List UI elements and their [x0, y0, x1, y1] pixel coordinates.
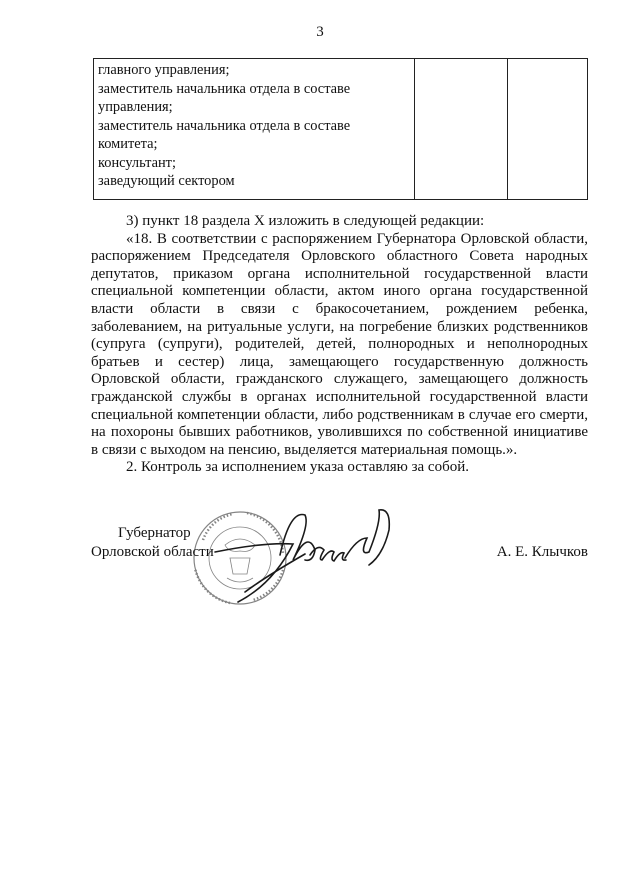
- handwritten-signature-icon: [215, 510, 389, 602]
- positions-title-cell: [94, 59, 415, 200]
- positions-cell-b: [507, 59, 587, 200]
- table-row: [94, 59, 588, 200]
- positions-table: [93, 58, 588, 200]
- signatory-name: А. Е. Клычков: [496, 544, 588, 560]
- signatory-title-line1: Губернатор: [118, 525, 191, 541]
- page-number: 3: [316, 24, 324, 40]
- signatory-title-line2: Орловской области: [91, 544, 214, 560]
- seal-and-signature: [185, 500, 400, 620]
- quoted-paragraph-18: «18. В соответствии с распоряжением Губернатора Орловской области, распоряжением Председателя Орловского областного Совета народных депутатов, приказом органа исполнительной государственной власти специальной компетенции области, актом иного органа государственной власти области в связи с бракосочетанием, рождением ребенка, заболеванием, на ритуальные услуги, на погребение близких родственников (супруга (супруги), родителей, детей, полнородных и неполнородных братьев и сестер) лица, замещающего государственную должность Орловской области, гражданского служащего, замещающего должность гражданской службы в органах исполнительной государственной власти специальной компетенции области, либо родственникам в случае его смерти, на похороны бывших работников, уволившихся по собственной инициативе в связи с выходом на пенсию, выделяется материальная помощь.».: [91, 230, 588, 458]
- position-line: заведующий сектором: [98, 173, 235, 189]
- decree-body: [91, 213, 588, 477]
- position-line: комитета;: [98, 136, 158, 152]
- item-2-paragraph: 2. Контроль за исполнением указа оставляю за собой.: [126, 459, 469, 476]
- official-seal-icon: [194, 512, 286, 604]
- position-line: заместитель начальника отдела в составе: [98, 80, 351, 97]
- position-line: заместитель начальника отдела в составе: [98, 117, 351, 134]
- positions-cell-a: [415, 59, 507, 200]
- position-line: главного управления;: [98, 62, 230, 78]
- position-line: консультант;: [98, 154, 176, 171]
- position-line: управления;: [98, 99, 173, 115]
- item-3-paragraph: 3) пункт 18 раздела X изложить в следующей редакции:: [126, 213, 485, 229]
